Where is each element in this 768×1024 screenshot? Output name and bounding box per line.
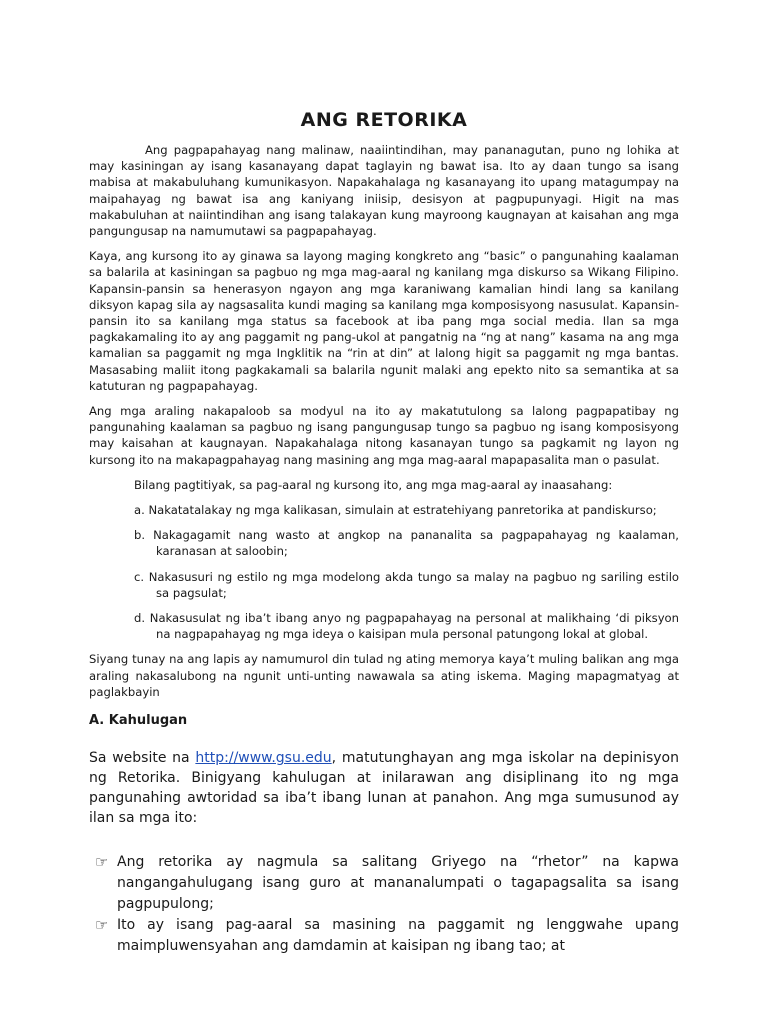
- objective-item-d: [134, 610, 679, 642]
- paragraph-3: Ang mga araling nakapaloob sa modyul na ito ay makatutulong sa lalong pagpapatibay ng pangunahing kaalaman sa pagbuo ng isang pangungusap tungo sa pagbuo ng isang komposisyong may kaisahan at kaugnayan. Napakahalaga nitong kasanayan tungo sa pagkamit ng layon ng kursong ito na makapagpahayag nang masining ang mga mag-aaral mapapasalita man o pasulat.: [89, 404, 679, 467]
- objective-item-b: [134, 527, 679, 559]
- closing-paragraph: Siyang tunay na ang lapis ay namumurol din tulad ng ating memorya kaya’t muling balikan ang mga araling nakasalubong na ngunit unti-unting nawawala sa ating iskema. Maging mapagmatyag at paglakbayin: [89, 652, 679, 699]
- objective-marker: c.: [134, 569, 145, 584]
- objective-item-a: [134, 502, 679, 518]
- bullet-text: Ang retorika ay nagmula sa salitang Griyego na “rhetor” na kapwa nangangahulugang isang guro at mananalumpati o tagapagsalita sa isang pagpupulong;: [117, 854, 679, 913]
- objectives-intro: Bilang pagtitiyak, sa pag-aaral ng kursong ito, ang mga mag-aaral ay inaasahang:: [134, 477, 613, 492]
- objective-marker: d.: [134, 611, 146, 626]
- section-text-before-link: Sa website na: [89, 750, 196, 767]
- objective-marker: a.: [134, 503, 145, 518]
- objective-text: Nakagagamit nang wasto at angkop na pananalita sa pagpapahayag ng kaalaman, karanasan at saloobin;: [153, 528, 679, 559]
- objective-item-c: [134, 569, 679, 601]
- objective-text: Nakasusulat ng iba’t ibang anyo ng pagpapahayag na personal at malikhaing ‘di piksyon na nagpapahayag ng mga ideya o kaisipan mula personal patungong lokal at global.: [149, 611, 679, 642]
- bullet-item-2: [89, 915, 679, 957]
- objective-text: Nakatatalakay ng mga kalikasan, simulain at estratehiyang panretorika at pandiskurso;: [148, 503, 657, 518]
- pointing-hand-icon: ☞: [95, 853, 109, 872]
- section-paragraph: [89, 748, 679, 828]
- objective-text: Nakasusuri ng estilo ng mga modelong akda tungo sa malay na pagbuo ng sariling estilo sa pagsulat;: [148, 569, 680, 600]
- paragraph-1: Ang pagpapahayag nang malinaw, naaiintindihan, may pananagutan, puno ng lohika at may kasiningan ay isang kasanayang dapat taglayin ng bawat isa. Ito ay daan tungo sa isang mabisa at makabuluhang kumunikasyon. Napakahalaga ng kasanayang ito upang matagumpay na maipahayag ng bawat isa ang kaniyang iniisip, desisyon at pagpupunyagi. Higit na mas makabuluhan at naiintindihan ang isang talakayan kung mayroong kaugnayan at kaisahan ang mga pangungusap na namumutawi sa pagpapahayag.: [89, 143, 679, 239]
- section-heading: A. Kahulugan: [89, 713, 188, 729]
- page-title: ANG RETORIKA: [300, 109, 468, 131]
- objective-marker: b.: [134, 528, 146, 543]
- bullet-item-1: [89, 852, 679, 915]
- paragraph-2: Kaya, ang kursong ito ay ginawa sa layong maging kongkreto ang “basic” o pangunahing kaalaman sa balarila at kasiningan sa pagbuo ng mga mag-aaral ng kanilang mga diskurso sa Wikang Filipino. Kapansin-pansin sa henerasyon ngayon ang mga karaniwang kamalian hindi lang sa kanilang diksyon kapag sila ay nagsasalita kundi maging sa kanilang mga komposisyong nasusulat. Kapansin-pansin ito sa kanilang mga status sa facebook at iba pang mga social media. Ilan sa mga pagkakamaling ito ay ang paggamit ng pang-ukol at pangatnig na “ng at nang” kasama na ang mga kamalian sa paggamit ng mga Ingklitik na “rin at din” at lalong higit sa paggamit ng mga bantas. Masasabing maliit itong pagkakamali sa balarila ngunit malaki ang epekto nito sa semantika at sa katuturan ng pagpapahayag.: [89, 249, 679, 393]
- pointing-hand-icon: ☞: [95, 916, 109, 935]
- section-text-after-link: , matutunghayan ang mga iskolar na depinisyon ng Retorika. Binigyang kahulugan at inilarawan ang disiplinang ito ng mga pangunahing awtoridad sa iba’t ibang lunan at panahon. Ang mga sumusunod ay ilan sa mga ito:: [89, 750, 679, 827]
- website-link[interactable]: http://www.gsu.edu: [195, 750, 332, 767]
- bullet-text: Ito ay isang pag-aaral sa masining na paggamit ng lenggwahe upang maimpluwensyahan ang damdamin at kaisipan ng ibang tao; at: [117, 917, 679, 955]
